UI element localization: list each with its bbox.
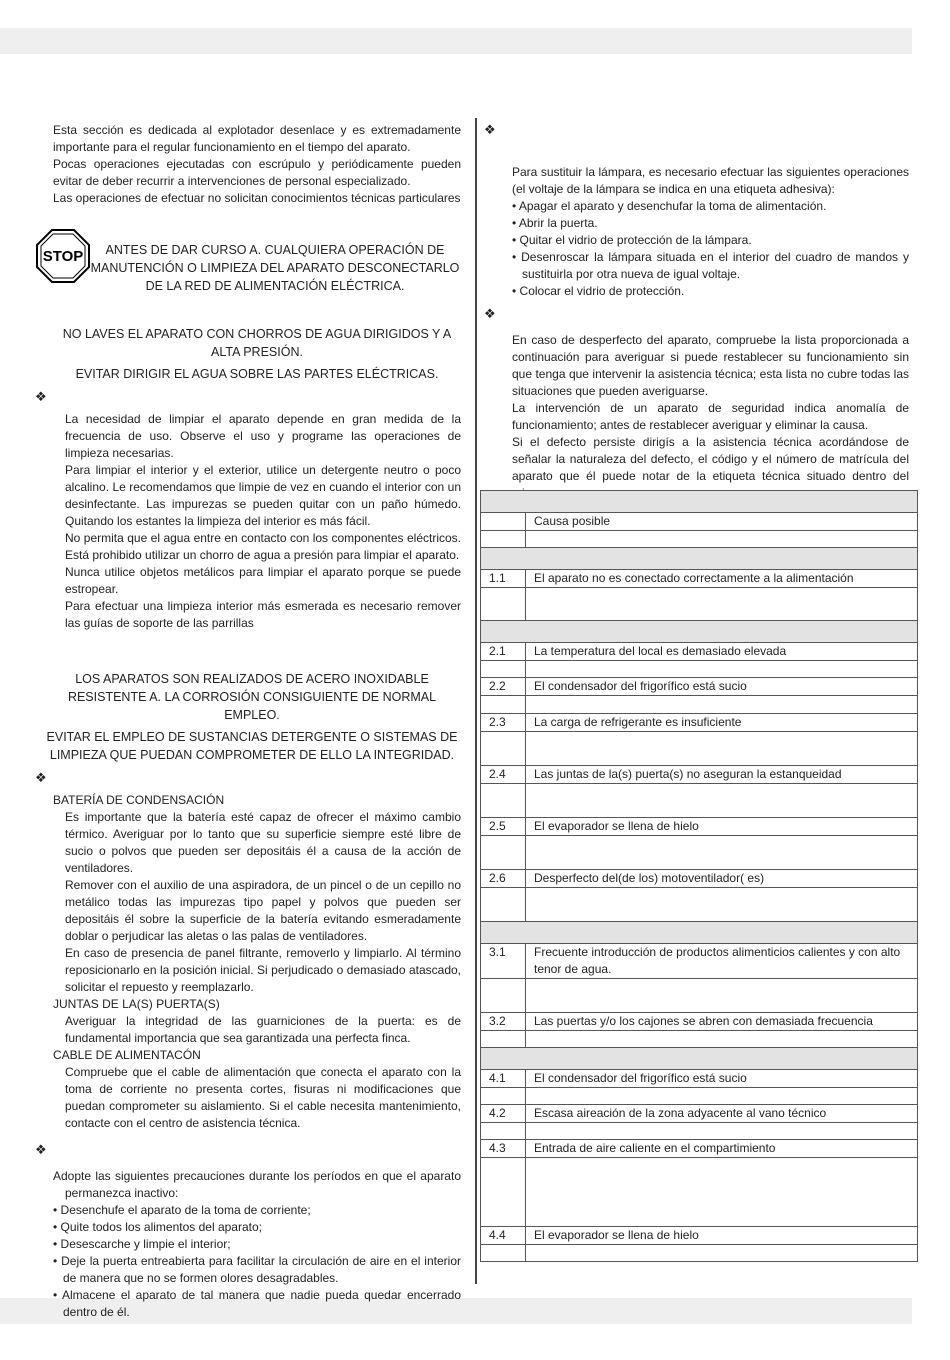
- gaskets-paragraph: Averiguar la integridad de las guarniciones de la puerta: es de fundamental importancia que sea garantizada una perfecta finca.: [65, 1014, 461, 1045]
- cause-number: 2.6: [481, 870, 526, 888]
- table-group-header: [481, 1048, 918, 1070]
- lamp-step: • Quitar el vidrio de protección de la lámpara.: [512, 233, 752, 247]
- cause-text: El condensador del frigorífico está sucio: [526, 1070, 918, 1088]
- battery-paragraph: Es importante que la batería esté capaz de ofrecer el máximo cambio térmico. Averiguar por lo tanto que su superficie siempre esté libre de sucio o polvos que pueden ser depositáis él a causa de la acción de ventiladores.: [65, 810, 461, 875]
- remedy-row: [481, 888, 918, 922]
- intro-paragraph: Pocas operaciones ejecutadas con escrúpulo y periódicamente pueden evitar de deber recurrir a intervenciones de personal especializado.: [53, 157, 461, 188]
- cause-number: 2.2: [481, 678, 526, 696]
- table-row: [481, 1013, 918, 1031]
- table-column-header-row: [481, 513, 918, 531]
- remedy-row: [481, 1088, 918, 1105]
- intro-paragraph: Las operaciones de efectuar no solicitan conocimientos técnicas particulares: [53, 191, 461, 205]
- fault-paragraph: La intervención de un aparato de seguridad indica anomalía de funcionamiento; antes de restablecer averiguar y eliminar la causa.: [512, 401, 909, 432]
- right-column: [484, 122, 909, 502]
- cause-text: Las juntas de la(s) puerta(s) no aseguran la estanqueidad: [526, 766, 918, 784]
- cause-number: 2.4: [481, 766, 526, 784]
- cause-text: Entrada de aire caliente en el compartimiento: [526, 1140, 918, 1158]
- cleaning-paragraph: Para efectuar una limpieza interior más esmerada es necesario remover las guías de soporte de las parrillas: [65, 599, 461, 630]
- cause-text: Frecuente introducción de productos alimenticios calientes y con alto tenor de agua.: [526, 944, 918, 979]
- gaskets-title: JUNTAS DE LA(S) PUERTA(S): [53, 997, 220, 1011]
- battery-title: BATERÍA DE CONDENSACIÓN: [53, 793, 225, 807]
- section-bullet-icon: ❖: [484, 122, 496, 137]
- section-bullet-icon: ❖: [484, 306, 496, 321]
- remedy-row: [481, 979, 918, 1013]
- cause-text: El evaporador se llena de hielo: [526, 1227, 918, 1245]
- remedy-row: [481, 1245, 918, 1262]
- lamp-step: • Abrir la puerta.: [512, 216, 598, 230]
- lamp-intro: Para sustituir la lámpara, es necesario efectuar las siguientes operaciones (el voltaje de la lámpara se indica en una etiqueta adhesiva):: [512, 165, 909, 196]
- lamp-step: • Apagar el aparato y desenchufar la toma de alimentación.: [512, 199, 827, 213]
- cause-number: 2.1: [481, 643, 526, 661]
- steel-warning: EVITAR EL EMPLEO DE SUSTANCIAS DETERGENTE O SISTEMAS DE LIMPIEZA QUE PUEDAN COMPROMETER DE ELLO LA INTEGRIDAD.: [46, 730, 458, 762]
- section-bullet-icon: ❖: [35, 1142, 47, 1157]
- inactive-item: • Deje la puerta entreabierta para facilitar la circulación de aire en el interior de manera que no se formen olores desagradables.: [53, 1254, 461, 1285]
- cause-text: La carga de refrigerante es insuficiente: [526, 714, 918, 732]
- lamp-step: • Colocar el vidrio de protección.: [512, 284, 685, 298]
- table-row: [481, 1070, 918, 1088]
- intro-paragraph: Esta sección es dedicada al explotador desenlace y es extremadamente importante para el regular funcionamiento en el tiempo del aparato.: [53, 123, 461, 154]
- cause-text: Desperfecto del(de los) motoventilador( es): [526, 870, 918, 888]
- inactive-item: • Quite todos los alimentos del aparato;: [53, 1220, 262, 1234]
- left-column: [35, 122, 461, 1321]
- remedy-row: [481, 588, 918, 621]
- battery-section: [53, 809, 461, 996]
- cause-number: 4.1: [481, 1070, 526, 1088]
- inactive-item: • Desenchufe el aparato de la toma de corriente;: [53, 1203, 311, 1217]
- section-bullet-icon: ❖: [35, 389, 47, 404]
- cause-number: 3.2: [481, 1013, 526, 1031]
- fault-paragraph: Si el defecto persiste dirigís a la asistencia técnica acordándose de señalar la naturaleza del defecto, el código y el número de matrícula del aparato que él puede notar de la etiqueta técnica situado dentro del: [512, 435, 909, 483]
- cause-number: 4.4: [481, 1227, 526, 1245]
- cause-text: La temperatura del local es demasiado elevada: [526, 643, 918, 661]
- remedy-row: [481, 661, 918, 678]
- cleaning-paragraph: Nunca utilice objetos metálicos para limpiar el aparato porque se puede estropear.: [65, 565, 461, 596]
- table-row: [481, 714, 918, 732]
- remedy-row: [481, 1031, 918, 1048]
- cause-text: El evaporador se llena de hielo: [526, 818, 918, 836]
- cause-text: El condensador del frigorífico está sucio: [526, 678, 918, 696]
- cause-number: 2.3: [481, 714, 526, 732]
- cause-number: 4.3: [481, 1140, 526, 1158]
- cause-number: 1.1: [481, 570, 526, 588]
- cause-text: Las puertas y/o los cajones se abren con demasiada frecuencia: [526, 1013, 918, 1031]
- remedy-row: [481, 1123, 918, 1140]
- battery-paragraph: Remover con el auxilio de una aspiradora, de un pincel o de un cepillo no metálico todas las impurezas tipo papel y polvos que pueden ser depositáis él sobre la superficie de la batería evitando esmeradamente doblar o perjudicar las aletas o las palas de ventiladores.: [65, 878, 461, 943]
- cleaning-paragraph: La necesidad de limpiar el aparato depende en gran medida de la frecuencia de uso. Observe el uso y programe las operaciones de limpieza necesarias.: [65, 412, 461, 460]
- table-group-header: [481, 922, 918, 944]
- column-divider: [475, 118, 477, 1284]
- inactive-intro: Adopte las siguientes precauciones durante los períodos en que el aparato permanezca inactivo:: [53, 1169, 461, 1200]
- cause-text: El aparato no es conectado correctamente a la alimentación: [526, 570, 918, 588]
- inactive-item: • Almacene el aparato de tal manera que nadie pueda quedar encerrado dentro de él.: [53, 1288, 461, 1319]
- water-warning: EVITAR DIRIGIR EL AGUA SOBRE LAS PARTES ELÉCTRICAS.: [75, 367, 439, 381]
- section-bullet-icon: ❖: [35, 770, 47, 785]
- remedy-row: [481, 696, 918, 714]
- troubleshooting-table: [480, 490, 918, 1262]
- table-row: [481, 944, 918, 979]
- stop-sign-icon: [36, 229, 90, 283]
- table-row: [481, 818, 918, 836]
- fault-paragraph: En caso de desperfecto del aparato, compruebe la lista proporcionada a continuación para averiguar si puede restablecer su funcionamiento sin que tenga que intervenir la asistencia técnica; esta lista no cubre todas las situaciones que pueden averiguarse.: [512, 333, 909, 398]
- remedy-row: [481, 784, 918, 818]
- steel-warning: LOS APARATOS SON REALIZADOS DE ACERO INOXIDABLE RESISTENTE A. LA CORROSIÓN CONSIGUIENTE DE NORMAL EMPLEO.: [67, 672, 437, 722]
- table-row: [481, 766, 918, 784]
- remedy-row: [481, 732, 918, 766]
- battery-paragraph: En caso de presencia de panel filtrante, removerlo y limpiarlo. Al término reposicionarlo en la posición inicial. Si perjudicado o demasiado atascado, solicitar el repuesto y reemplazarlo.: [65, 946, 461, 994]
- header-band: [0, 28, 912, 54]
- cause-number: 4.2: [481, 1105, 526, 1123]
- cleaning-paragraph: Para limpiar el interior y el exterior, utilice un detergente neutro o poco alcalino. Le recomendamos que limpie de vez en cuando el interior con un desinfectante. Las impurezas se pueden quitar con un paño húmedo. Quitando los estantes la limpieza del interior es más fácil.: [65, 463, 461, 528]
- column-header-cause: Causa posible: [526, 513, 918, 531]
- cause-text: Escasa aireación de la zona adyacente al vano técnico: [526, 1105, 918, 1123]
- cause-number: 2.5: [481, 818, 526, 836]
- cable-title: CABLE DE ALIMENTACÓN: [53, 1048, 201, 1062]
- stop-label: STOP: [42, 248, 84, 265]
- inactive-item: • Desescarche y limpie el interior;: [53, 1237, 231, 1251]
- remedy-row: [481, 836, 918, 870]
- table-row: [481, 643, 918, 661]
- table-header-row: [481, 491, 918, 513]
- stop-warning: [42, 225, 461, 295]
- table-row: [481, 870, 918, 888]
- cause-number: 3.1: [481, 944, 526, 979]
- water-warning: NO LAVES EL APARATO CON CHORROS DE AGUA DIRIGIDOS Y A ALTA PRESIÓN.: [62, 327, 452, 359]
- remedy-row: [481, 1158, 918, 1227]
- table-group-header: [481, 548, 918, 570]
- table-row: [481, 1140, 918, 1158]
- table-row: [481, 570, 918, 588]
- table-spacer-row: [481, 531, 918, 548]
- table-row: [481, 1105, 918, 1123]
- cleaning-paragraph: No permita que el agua entre en contacto con los componentes eléctricos. Está prohibido utilizar un chorro de agua a presión para limpiar el aparato.: [65, 531, 461, 562]
- table-row: [481, 678, 918, 696]
- table-group-header: [481, 621, 918, 643]
- table-row: [481, 1227, 918, 1245]
- stop-warning-text: ANTES DE DAR CURSO A. CUALQUIERA OPERACIÓN DE MANUTENCIÓN O LIMPIEZA DEL APARATO DESCONECTARLO DE LA RED DE ALIMENTACIÓN ELÉCTRICA.: [90, 243, 460, 293]
- cable-paragraph: Compruebe que el cable de alimentación que conecta el aparato con la toma de corriente no presenta cortes, fisuras ni modificaciones que puedan comprometer su aislamiento. Si el cable necesita mantenimiento, contacte con el centro de asistencia técnica.: [65, 1065, 461, 1130]
- cleaning-section: [53, 411, 461, 632]
- lamp-step: • Desenroscar la lámpara situada en el interior del cuadro de mandos y sustituirla por otra nueva de igual voltaje.: [512, 250, 909, 281]
